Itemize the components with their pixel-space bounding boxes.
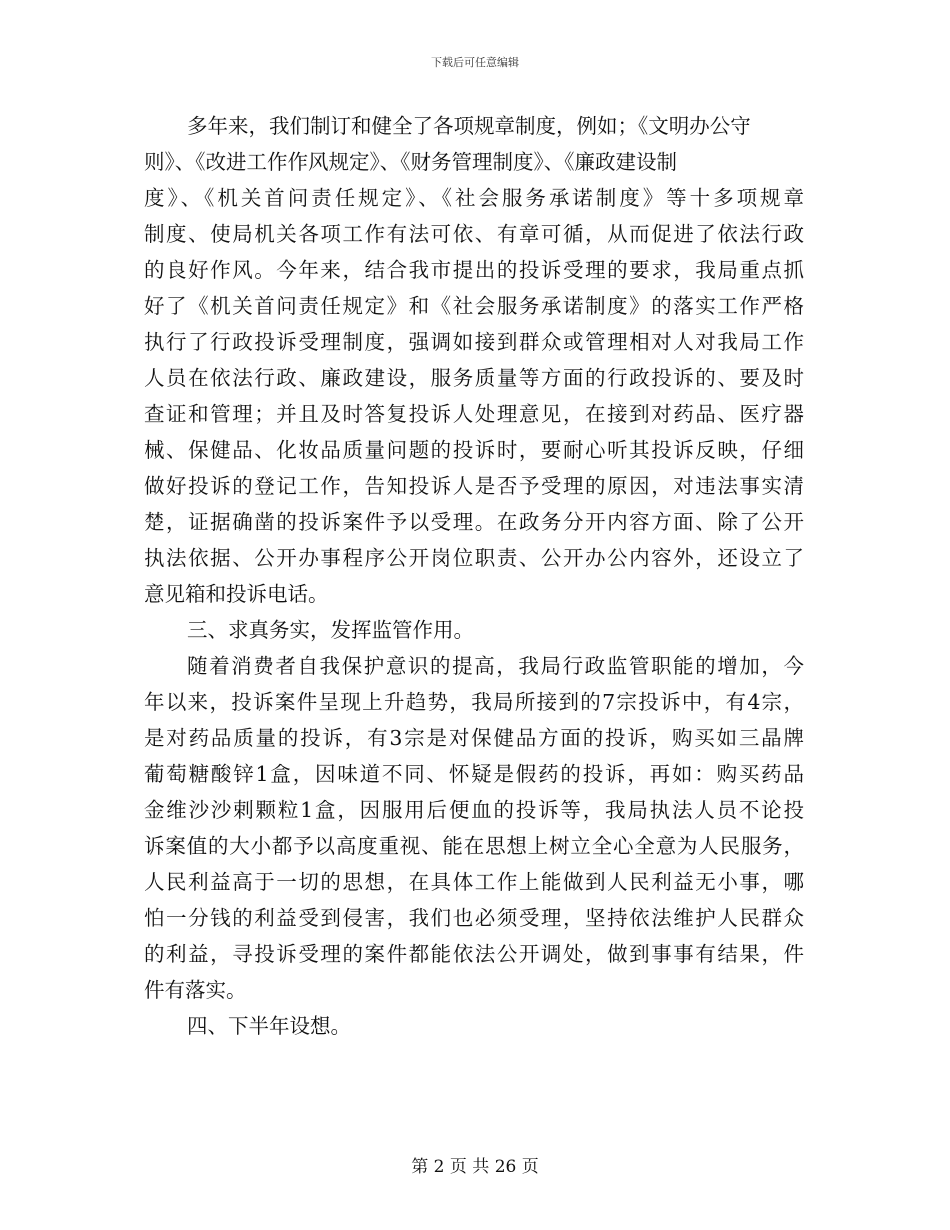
text-line: 好了《机关首问责任规定》和《社会服务承诺制度》的落实工作严格 [144,294,804,318]
text-line: 是对药品质量的投诉，有3宗是对保健品方面的投诉，购买如三晶牌 [144,726,804,750]
text-line: 的利益，寻投诉受理的案件都能依法公开调处，做到事事有结果，件 [144,942,804,966]
text-line: 执法依据、公开办事程序公开岗位职责、公开办公内容外，还设立了 [144,546,804,570]
text-line: 则》、《改进工作作风规定》、《财务管理制度》、《廉政建设制 [144,150,677,174]
text-line: 人民利益高于一切的思想，在具体工作上能做到人民利益无小事，哪 [144,870,804,894]
text-line: 制度、使局机关各项工作有法可依、有章可循，从而促进了依法行政 [144,222,804,246]
text-line: 意见箱和投诉电话。 [144,582,329,606]
text-line: 楚，证据确凿的投诉案件予以受理。在政务分开内容方面、除了公开 [144,510,804,534]
text-line: 三、求真务实，发挥监管作用。 [187,618,474,642]
page-footer: 第 2 页 共 26 页 [411,1157,539,1177]
document-body [144,108,804,1044]
text-line: 葡萄糖酸锌1盒，因味道不同、怀疑是假药的投诉，再如：购买药品 [144,762,804,786]
text-line: 诉案值的大小都予以高度重视、能在思想上树立全心全意为人民服务， [144,834,804,858]
text-line: 件有落实。 [144,978,247,1002]
page-header: 下载后可任意编辑 [431,56,519,69]
text-line: 金维沙沙剌颗粒1盒，因服用后便血的投诉等，我局执法人员不论投 [144,798,804,822]
text-line: 四、下半年设想。 [187,1014,351,1038]
text-line: 的良好作风。今年来，结合我市提出的投诉受理的要求，我局重点抓 [144,258,804,282]
text-line: 怕一分钱的利益受到侵害，我们也必须受理，坚持依法维护人民群众 [144,906,804,930]
text-line: 执行了行政投诉受理制度，强调如接到群众或管理相对人对我局工作 [144,330,804,354]
text-line: 人员在依法行政、廉政建设，服务质量等方面的行政投诉的、要及时 [144,366,804,390]
text-line: 年以来，投诉案件呈现上升趋势，我局所接到的7宗投诉中，有4宗， [144,690,804,714]
text-line: 查证和管理；并且及时答复投诉人处理意见，在接到对药品、医疗器 [144,402,804,426]
text-line: 做好投诉的登记工作，告知投诉人是否予受理的原因，对违法事实清 [144,474,804,498]
text-line: 度》、《机关首问责任规定》、《社会服务承诺制度》等十多项规章 [144,186,804,210]
text-line: 械、保健品、化妆品质量问题的投诉时，要耐心听其投诉反映，仔细 [144,438,804,462]
text-line: 多年来，我们制订和健全了各项规章制度，例如；《文明办公守 [187,114,751,138]
text-line: 随着消费者自我保护意识的提高，我局行政监管职能的增加，今 [187,654,804,678]
